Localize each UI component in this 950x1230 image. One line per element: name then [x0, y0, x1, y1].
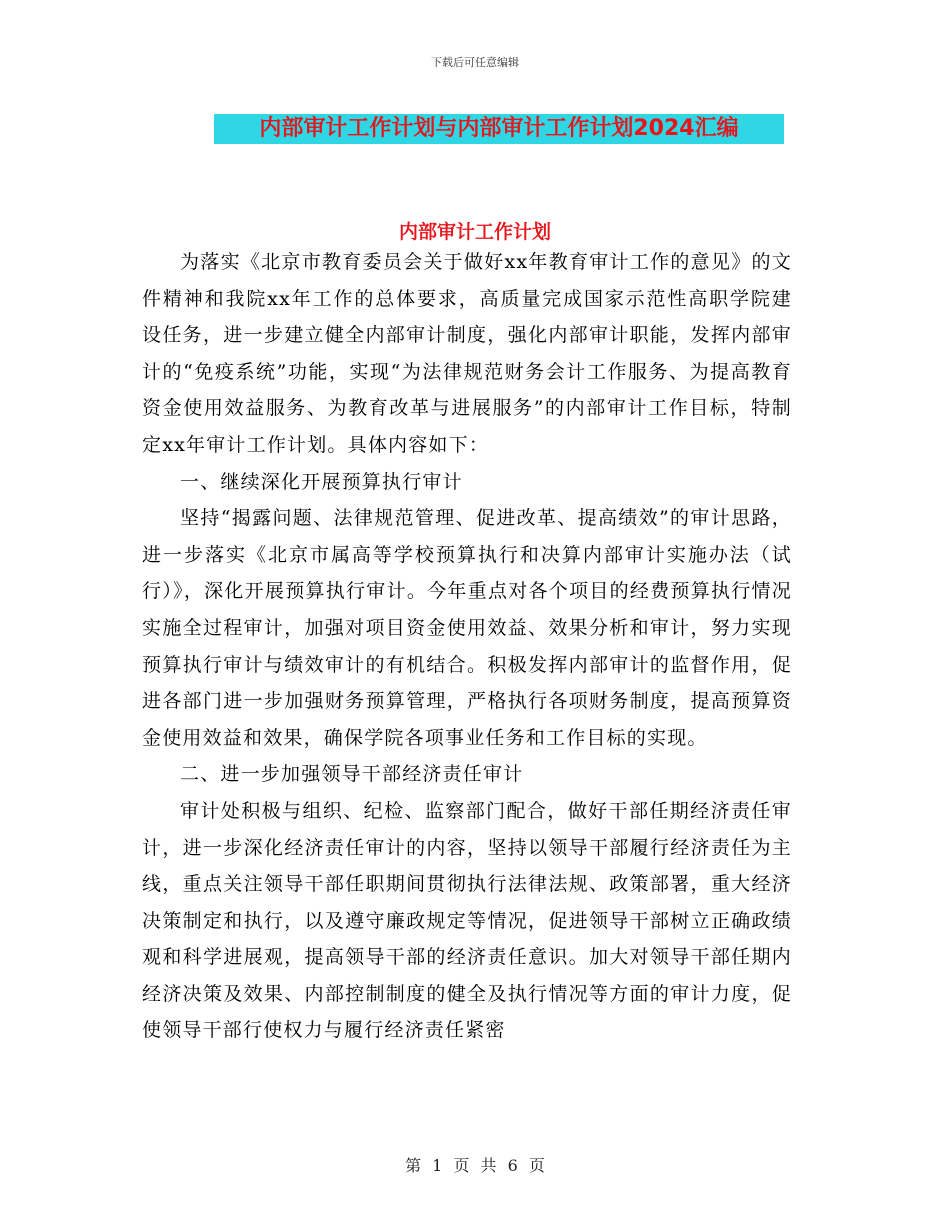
document-body — [142, 244, 792, 1049]
document-title: 内部审计工作计划与内部审计工作计划2024汇编 — [259, 116, 739, 141]
document-title-highlight — [214, 114, 784, 144]
page-header-note: 下载后可任意编辑 — [431, 56, 519, 69]
heading-budget-audit: 一、继续深化开展预算执行审计 — [180, 470, 463, 493]
page-number-footer: 第 1 页 共 6 页 — [405, 1156, 545, 1175]
section-title: 内部审计工作计划 — [398, 220, 551, 243]
heading-economic-responsibility-audit: 二、进一步加强领导干部经济责任审计 — [180, 763, 524, 786]
intro-paragraph: 为落实《北京市教育委员会关于做好xx年教育审计工作的意见》的文件精神和我院xx年工作的总体要求，高质量完成国家示范性高职学院建设任务，进一步建立健全内部审计制度，强化内部审计职能，发挥内部审计的“免疫系统”功能，实现“为法律规范财务会计工作服务、为提高教育资金使用效益服务、为教育改革与进展服务”的内部审计工作目标，特制定xx年审计工作计划。具体内容如下： — [142, 251, 792, 456]
economic-responsibility-paragraph: 审计处积极与组织、纪检、监察部门配合，做好干部任期经济责任审计，进一步深化经济责任审计的内容，坚持以领导干部履行经济责任为主线，重点关注领导干部任职期间贯彻执行法律法规、政策部署，重大经济决策制定和执行，以及遵守廉政规定等情况，促进领导干部树立正确政绩观和科学进展观，提高领导干部的经济责任意识。加大对领导干部任期内经济决策及效果、内部控制制度的健全及执行情况等方面的审计力度，促使领导干部行使权力与履行经济责任紧密 — [142, 799, 792, 1042]
budget-audit-paragraph: 坚持“揭露问题、法律规范管理、促进改革、提高绩效”的审计思路，进一步落实《北京市属高等学校预算执行和决算内部审计实施办法（试行）》，深化开展预算执行审计。今年重点对各个项目的经费预算执行情况实施全过程审计，加强对项目资金使用效益、效果分析和审计，努力实现预算执行审计与绩效审计的有机结合。积极发挥内部审计的监督作用，促进各部门进一步加强财务预算管理，严格执行各项财务制度，提高预算资金使用效益和效果，确保学院各项事业任务和工作目标的实现。 — [142, 507, 792, 749]
